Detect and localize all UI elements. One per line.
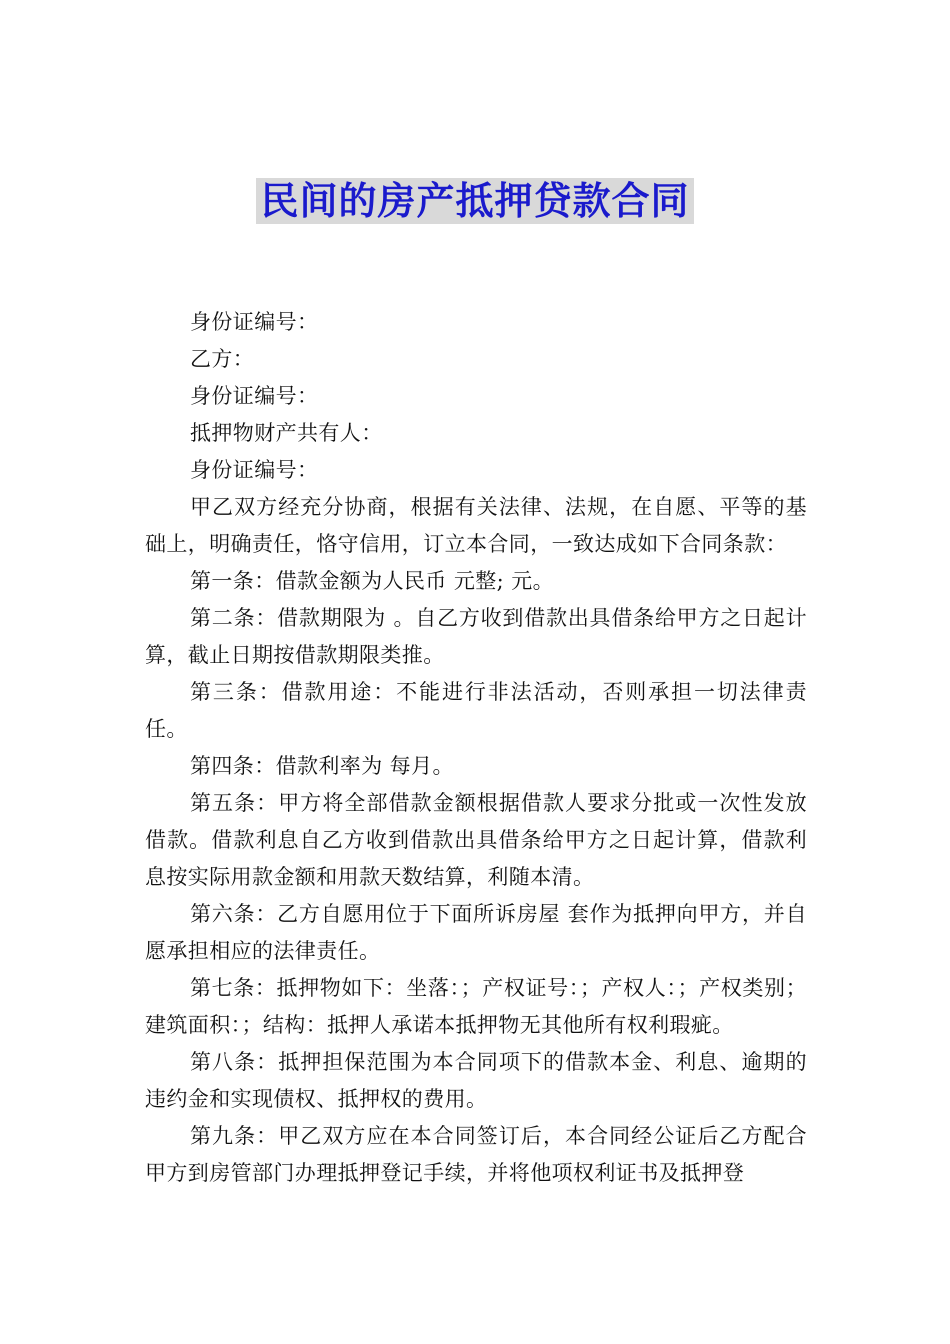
article-1: 第一条：借款金额为人民币 元整; 元。	[190, 569, 555, 593]
article-4: 第四条：借款利率为 每月。	[190, 754, 454, 778]
article-5: 第五条：甲方将全部借款金额根据借款人要求分批或一次性发放借款。借款利息自乙方收到借款出具借条给甲方之日起计算，借款利息按实际用款金额和用款天数结算，利随本清。	[145, 791, 807, 889]
preamble-paragraph: 甲乙双方经充分协商，根据有关法律、法规，在自愿、平等的基础上，明确责任，恪守信用，订立本合同，一致达成如下合同条款：	[145, 495, 807, 556]
document-title: 民间的房产抵押贷款合同	[256, 178, 693, 224]
co-owner-line: 抵押物财产共有人：	[190, 421, 383, 445]
title-container	[0, 178, 950, 224]
article-3: 第三条：借款用途：不能进行非法活动，否则承担一切法律责任。	[145, 680, 807, 741]
article-6: 第六条：乙方自愿用位于下面所诉房屋 套作为抵押向甲方，并自愿承担相应的法律责任。	[145, 902, 807, 963]
party-b-line: 乙方：	[190, 347, 255, 371]
id-number-line-2: 身份证编号：	[190, 384, 319, 408]
article-8: 第八条：抵押担保范围为本合同项下的借款本金、利息、逾期的违约金和实现债权、抵押权的费用。	[145, 1050, 807, 1111]
article-7: 第七条：抵押物如下：坐落：；产权证号：；产权人：；产权类别；建筑面积：；结构：抵押人承诺本抵押物无其他所有权利瑕疵。	[145, 976, 807, 1037]
article-2: 第二条：借款期限为 。自乙方收到借款出具借条给甲方之日起计算，截止日期按借款期限类推。	[145, 606, 807, 667]
id-number-line-1: 身份证编号：	[190, 310, 319, 334]
article-9: 第九条：甲乙双方应在本合同签订后，本合同经公证后乙方配合甲方到房管部门办理抵押登记手续，并将他项权利证书及抵押登	[145, 1124, 807, 1185]
document-body	[145, 304, 807, 1192]
id-number-line-3: 身份证编号：	[190, 458, 319, 482]
